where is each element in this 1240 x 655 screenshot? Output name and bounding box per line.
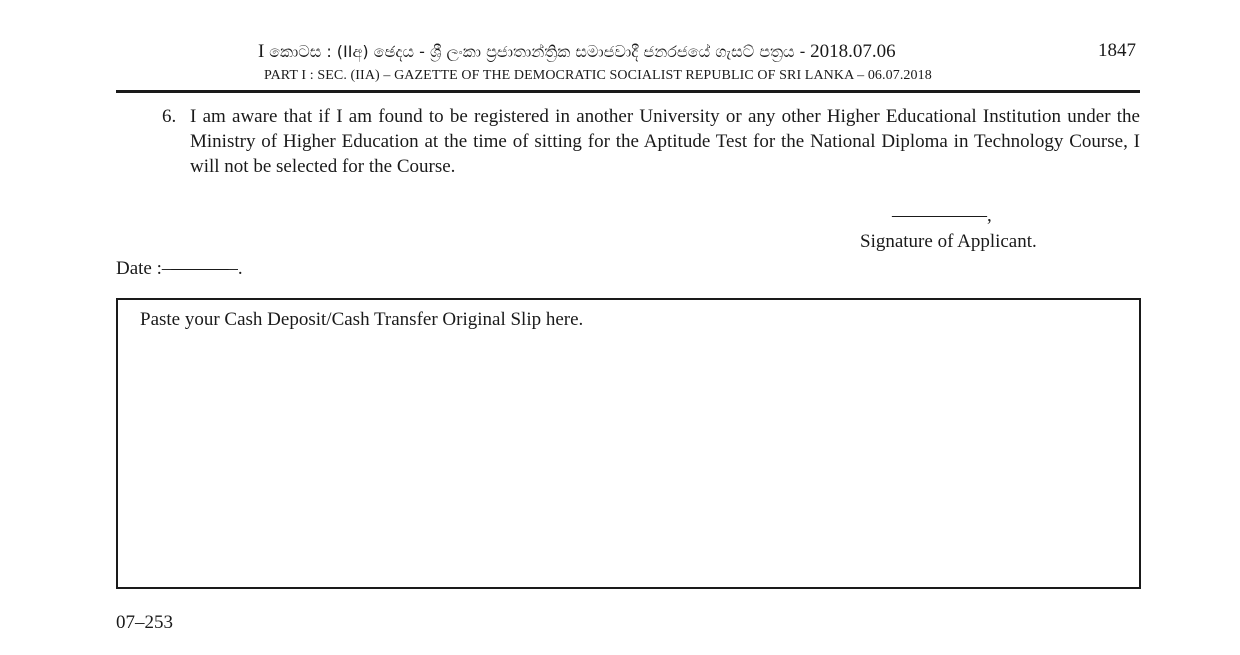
date-field: Date :–———–. — [116, 258, 243, 279]
clause-number: 6. — [162, 106, 177, 127]
signature-blank-line: —————, — [892, 205, 992, 226]
header-title-line — [258, 40, 896, 64]
header-english-subtitle: PART I : SEC. (IIA) – GAZETTE OF THE DEMOCRATIC SOCIALIST REPUBLIC OF SRI LANKA – 06.07.2018 — [264, 68, 932, 83]
clause-text: I am aware that if I am found to be registered in another University or any other Higher Educational Institution under the Ministry of Higher Education at the time of sitting for the Aptitude Test for the National Diploma in Technology Course, I will not be selected for the Course. — [190, 106, 1140, 177]
deposit-slip-box — [116, 298, 1141, 589]
page-number: 1847 — [1098, 40, 1136, 61]
deposit-slip-instruction: Paste your Cash Deposit/Cash Transfer Original Slip here. — [140, 309, 584, 330]
signature-label: Signature of Applicant. — [860, 231, 1037, 252]
header-divider — [116, 90, 1140, 93]
footer-reference-code: 07–253 — [116, 612, 173, 633]
header-sinhala-title: කොටස : (IIඅ) ඡෙදය - ශ්‍රී ලංකා ප්‍රජාතාන්ත්‍රික සමාජවාදී ජනරජයේ ගැසට් පත්‍රය - — [269, 42, 806, 61]
header-date: 2018.07.06 — [810, 41, 896, 62]
header-part-numeral: I — [258, 41, 265, 62]
